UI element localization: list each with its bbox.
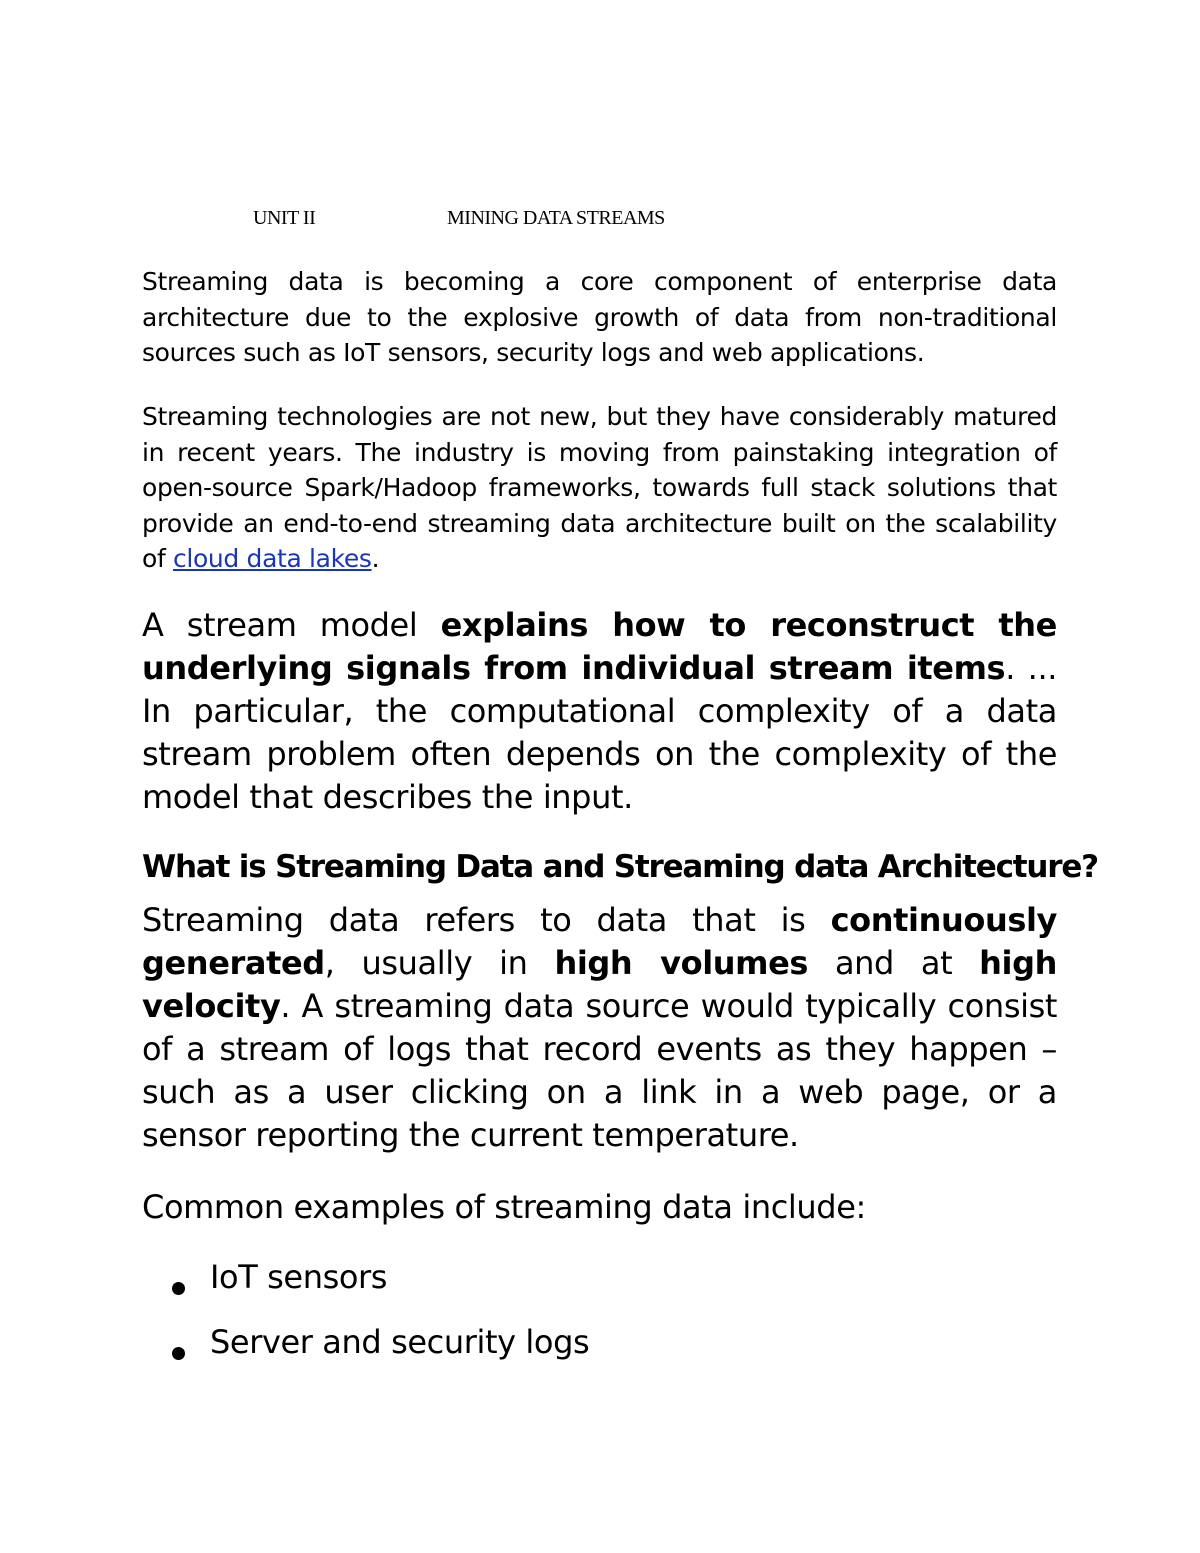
examples-intro: Common examples of streaming data include: bbox=[142, 1188, 866, 1226]
list-item-text: IoT sensors bbox=[210, 1258, 388, 1296]
stream-model-rest: . ... In particular, the computational complexity of a data stream problem often depends on the complexity of the model that describes the input. bbox=[142, 649, 1057, 816]
list-item-text: Server and security logs bbox=[210, 1323, 590, 1361]
intro-paragraph: Streaming data is becoming a core component of enterprise data architecture due to the explosive growth of data from non-traditional sources such as IoT sensors, security logs and web applications. bbox=[142, 267, 1057, 367]
definition-text-3: and at bbox=[808, 944, 980, 982]
section-heading: What is Streaming Data and Streaming data Architecture? bbox=[142, 849, 1098, 885]
bullet-icon bbox=[172, 1282, 185, 1295]
definition-bold-2: high volumes bbox=[554, 944, 809, 982]
definition-text-4: . A streaming data source would typically consist of a stream of logs that record events as they happen – such as a user clicking on a link in a web page, or a sensor reporting the current temperature. bbox=[142, 987, 1057, 1154]
bullet-icon bbox=[172, 1347, 185, 1360]
unit-label: UNIT II bbox=[253, 207, 316, 229]
list-item bbox=[172, 1256, 589, 1321]
unit-title: MINING DATA STREAMS bbox=[447, 207, 665, 229]
examples-list bbox=[172, 1256, 589, 1386]
technologies-paragraph bbox=[142, 399, 1057, 577]
streaming-data-definition bbox=[142, 899, 1057, 1157]
definition-text-2: , usually in bbox=[324, 944, 555, 982]
stream-model-paragraph bbox=[142, 604, 1057, 819]
stream-model-bold: explains how to reconstruct the underlying signals from individual stream items bbox=[142, 606, 1057, 687]
definition-text-1: Streaming data refers to data that is bbox=[142, 901, 831, 939]
list-item bbox=[172, 1321, 589, 1386]
stream-model-lead: A stream model bbox=[142, 606, 441, 644]
definition-bold-1: continuously generated bbox=[142, 901, 1057, 982]
definition-bold-3: high velocity bbox=[142, 944, 1057, 1025]
cloud-data-lakes-link[interactable]: cloud data lakes bbox=[173, 544, 372, 573]
technologies-end: . bbox=[371, 544, 380, 573]
technologies-text: Streaming technologies are not new, but they have considerably matured in recent years. The industry is moving from painstaking integration of open-source Spark/Hadoop frameworks, towards full stack solutions that provide an end-to-end streaming data architecture built on the scalability of bbox=[142, 402, 1057, 573]
